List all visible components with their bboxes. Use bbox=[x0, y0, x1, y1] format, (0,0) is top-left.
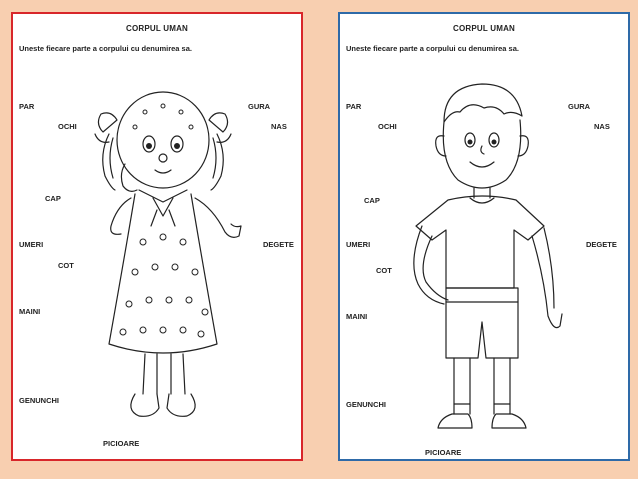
label-cap: CAP bbox=[45, 194, 61, 203]
label-ochi: OCHI bbox=[378, 122, 397, 131]
label-umeri: UMERI bbox=[346, 240, 371, 249]
worksheet-title: CORPUL UMAN bbox=[452, 24, 516, 33]
label-cot: COT bbox=[58, 261, 74, 270]
label-genunchi: GENUNCHI bbox=[19, 396, 60, 405]
worksheet-title: CORPUL UMAN bbox=[125, 24, 189, 33]
girl-drawing bbox=[83, 72, 243, 432]
worksheet-boy bbox=[338, 12, 630, 461]
label-degete: DEGETE bbox=[586, 240, 617, 249]
boy-drawing bbox=[398, 76, 568, 436]
label-gura: GURA bbox=[248, 102, 271, 111]
worksheet-instruction: Uneste fiecare parte a corpului cu denumirea sa. bbox=[19, 44, 192, 53]
label-par: PAR bbox=[19, 102, 35, 111]
label-maini: MAINI bbox=[346, 312, 368, 321]
label-umeri: UMERI bbox=[19, 240, 44, 249]
label-maini: MAINI bbox=[19, 307, 41, 316]
worksheet-instruction: Uneste fiecare parte a corpului cu denumirea sa. bbox=[346, 44, 519, 53]
label-gura: GURA bbox=[568, 102, 591, 111]
label-picioare: PICIOARE bbox=[425, 448, 462, 457]
label-par: PAR bbox=[346, 102, 362, 111]
worksheet-girl bbox=[11, 12, 303, 461]
label-picioare: PICIOARE bbox=[103, 439, 140, 448]
label-nas: NAS bbox=[594, 122, 610, 131]
label-degete: DEGETE bbox=[263, 240, 294, 249]
label-cap: CAP bbox=[364, 196, 380, 205]
label-genunchi: GENUNCHI bbox=[346, 400, 387, 409]
label-nas: NAS bbox=[271, 122, 287, 131]
label-ochi: OCHI bbox=[58, 122, 77, 131]
label-cot: COT bbox=[376, 266, 392, 275]
